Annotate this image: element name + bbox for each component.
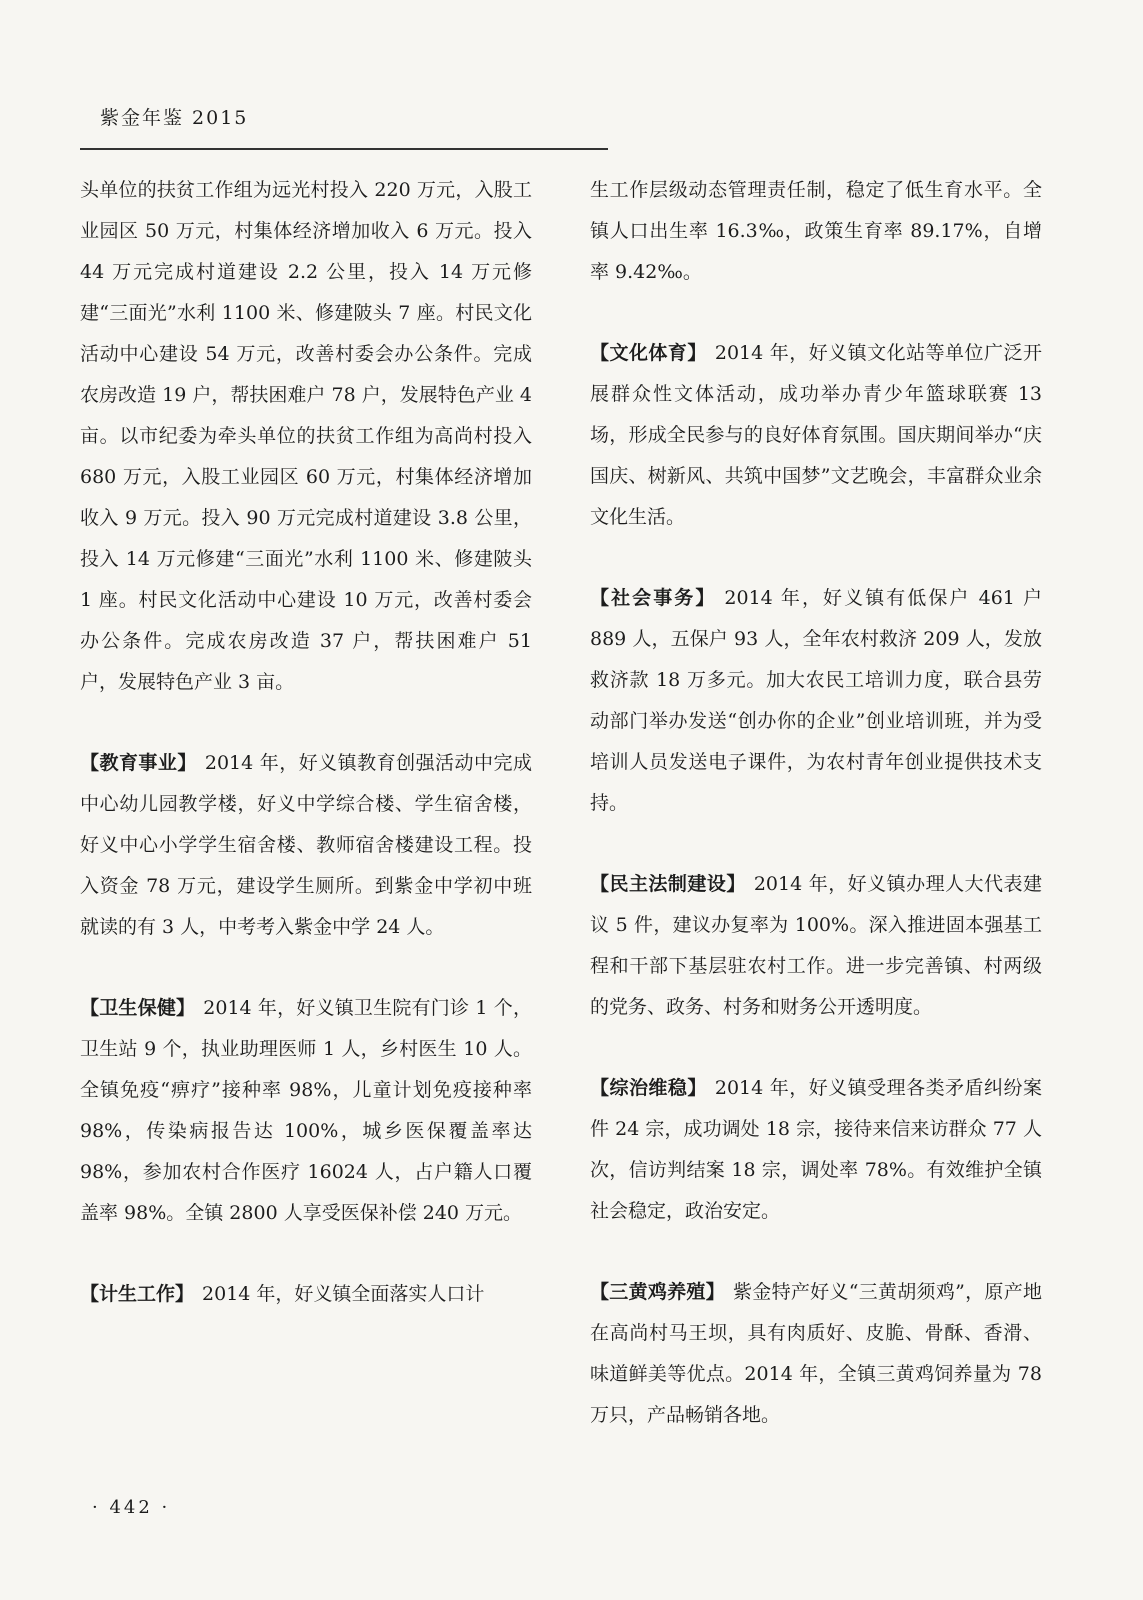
paragraph-text: 2014 年，好义镇文化站等单位广泛开展群众性文体活动，成功举办青少年篮球联赛 13 场，形成全民参与的良好体育氛围。国庆期间举办“庆国庆、树新风、共筑中国梦”文艺晚会，丰富群众业余文化生活。 xyxy=(590,342,1042,528)
section-heading: 【社会事务】 xyxy=(590,587,717,609)
section-heading: 【三黄鸡养殖】 xyxy=(590,1281,725,1303)
paragraph-poverty-relief xyxy=(80,170,532,703)
section-heading: 【教育事业】 xyxy=(80,752,197,774)
left-column xyxy=(80,170,532,1315)
paragraph-text: 2014 年，好义镇卫生院有门诊 1 个，卫生站 9 个，执业助理医师 1 人，乡村医生 10 人。全镇免疫“痹疗”接种率 98%，儿童计划免疫接种率 98%，传染病报告达 100%，城乡医保覆盖率达 98%，参加农村合作医疗 16024 人，占户籍人口覆盖率 98%。全镇 2800 人享受医保补偿 240 万元。 xyxy=(80,997,532,1224)
paragraph-health xyxy=(80,988,532,1234)
paragraph-text: 紫金特产好义“三黄胡须鸡”，原产地在高尚村马王坝，具有肉质好、皮脆、骨酥、香滑、味道鲜美等优点。2014 年，全镇三黄鸡饲养量为 78 万只，产品畅销各地。 xyxy=(590,1281,1042,1426)
paragraph-text: 头单位的扶贫工作组为远光村投入 220 万元，入股工业园区 50 万元，村集体经济增加收入 6 万元。投入 44 万元完成村道建设 2.2 公里，投入 14 万元修建“三面光”水利 1100 米、修建陂头 7 座。村民文化活动中心建设 54 万元，改善村委会办公条件。完成农房改造 19 户，帮扶困难户 78 户，发展特色产业 4 亩。以市纪委为牵头单位的扶贫工作组为高尚村投入 680 万元，入股工业园区 60 万元，村集体经济增加收入 9 万元。投入 90 万元完成村道建设 3.8 公里，投入 14 万元修建“三面光”水利 1100 米、修建陂头 1 座。村民文化活动中心建设 10 万元，改善村委会办公条件。完成农房改造 37 户，帮扶困难户 51 户，发展特色产业 3 亩。 xyxy=(80,179,532,693)
paragraph-text: 2014 年，好义镇教育创强活动中完成中心幼儿园教学楼，好义中学综合楼、学生宿舍楼，好义中心小学学生宿舍楼、教师宿舍楼建设工程。投入资金 78 万元，建设学生厕所。到紫金中学初中班就读的有 3 人，中考考入紫金中学 24 人。 xyxy=(80,752,532,938)
section-heading: 【民主法制建设】 xyxy=(590,873,746,895)
right-column xyxy=(590,170,1042,1436)
running-header: 紫金年鉴 2015 xyxy=(100,107,249,129)
section-heading: 【计生工作】 xyxy=(80,1283,195,1305)
paragraph-text: 2014 年，好义镇办理人大代表建议 5 件，建议办复率为 100%。深入推进固本强基工程和干部下基层驻农村工作。进一步完善镇、村两级的党务、政务、村务和财务公开透明度。 xyxy=(590,873,1042,1018)
paragraph-family-planning-cont xyxy=(590,170,1042,293)
paragraph-democracy-legal xyxy=(590,864,1042,1028)
paragraph-stability xyxy=(590,1068,1042,1232)
paragraph-text: 2014 年，好义镇有低保户 461 户 889 人，五保户 93 人，全年农村救济 209 人，发放救济款 18 万多元。加大农民工培训力度，联合县劳动部门举办发送“创办你的企业”创业培训班，并为受培训人员发送电子课件，为农村青年创业提供技术支持。 xyxy=(590,587,1042,814)
section-heading: 【卫生保健】 xyxy=(80,997,196,1019)
paragraph-text: 2014 年，好义镇受理各类矛盾纠纷案件 24 宗，成功调处 18 宗，接待来信来访群众 77 人次，信访判结案 18 宗，调处率 78%。有效维护全镇社会稳定，政治安定。 xyxy=(590,1077,1042,1222)
paragraph-chicken-farming xyxy=(590,1272,1042,1436)
paragraph-social-affairs xyxy=(590,578,1042,824)
section-heading: 【文化体育】 xyxy=(590,342,707,364)
header-rule xyxy=(80,148,608,150)
paragraph-text: 2014 年，好义镇全面落实人口计 xyxy=(202,1283,485,1305)
paragraph-culture-sports xyxy=(590,333,1042,538)
paragraph-text: 生工作层级动态管理责任制，稳定了低生育水平。全镇人口出生率 16.3‰，政策生育率 89.17%，自增率 9.42‰。 xyxy=(590,179,1042,283)
section-heading: 【综治维稳】 xyxy=(590,1077,707,1099)
paragraph-education xyxy=(80,743,532,948)
page-number: · 442 · xyxy=(92,1497,171,1518)
paragraph-family-planning xyxy=(80,1274,532,1315)
